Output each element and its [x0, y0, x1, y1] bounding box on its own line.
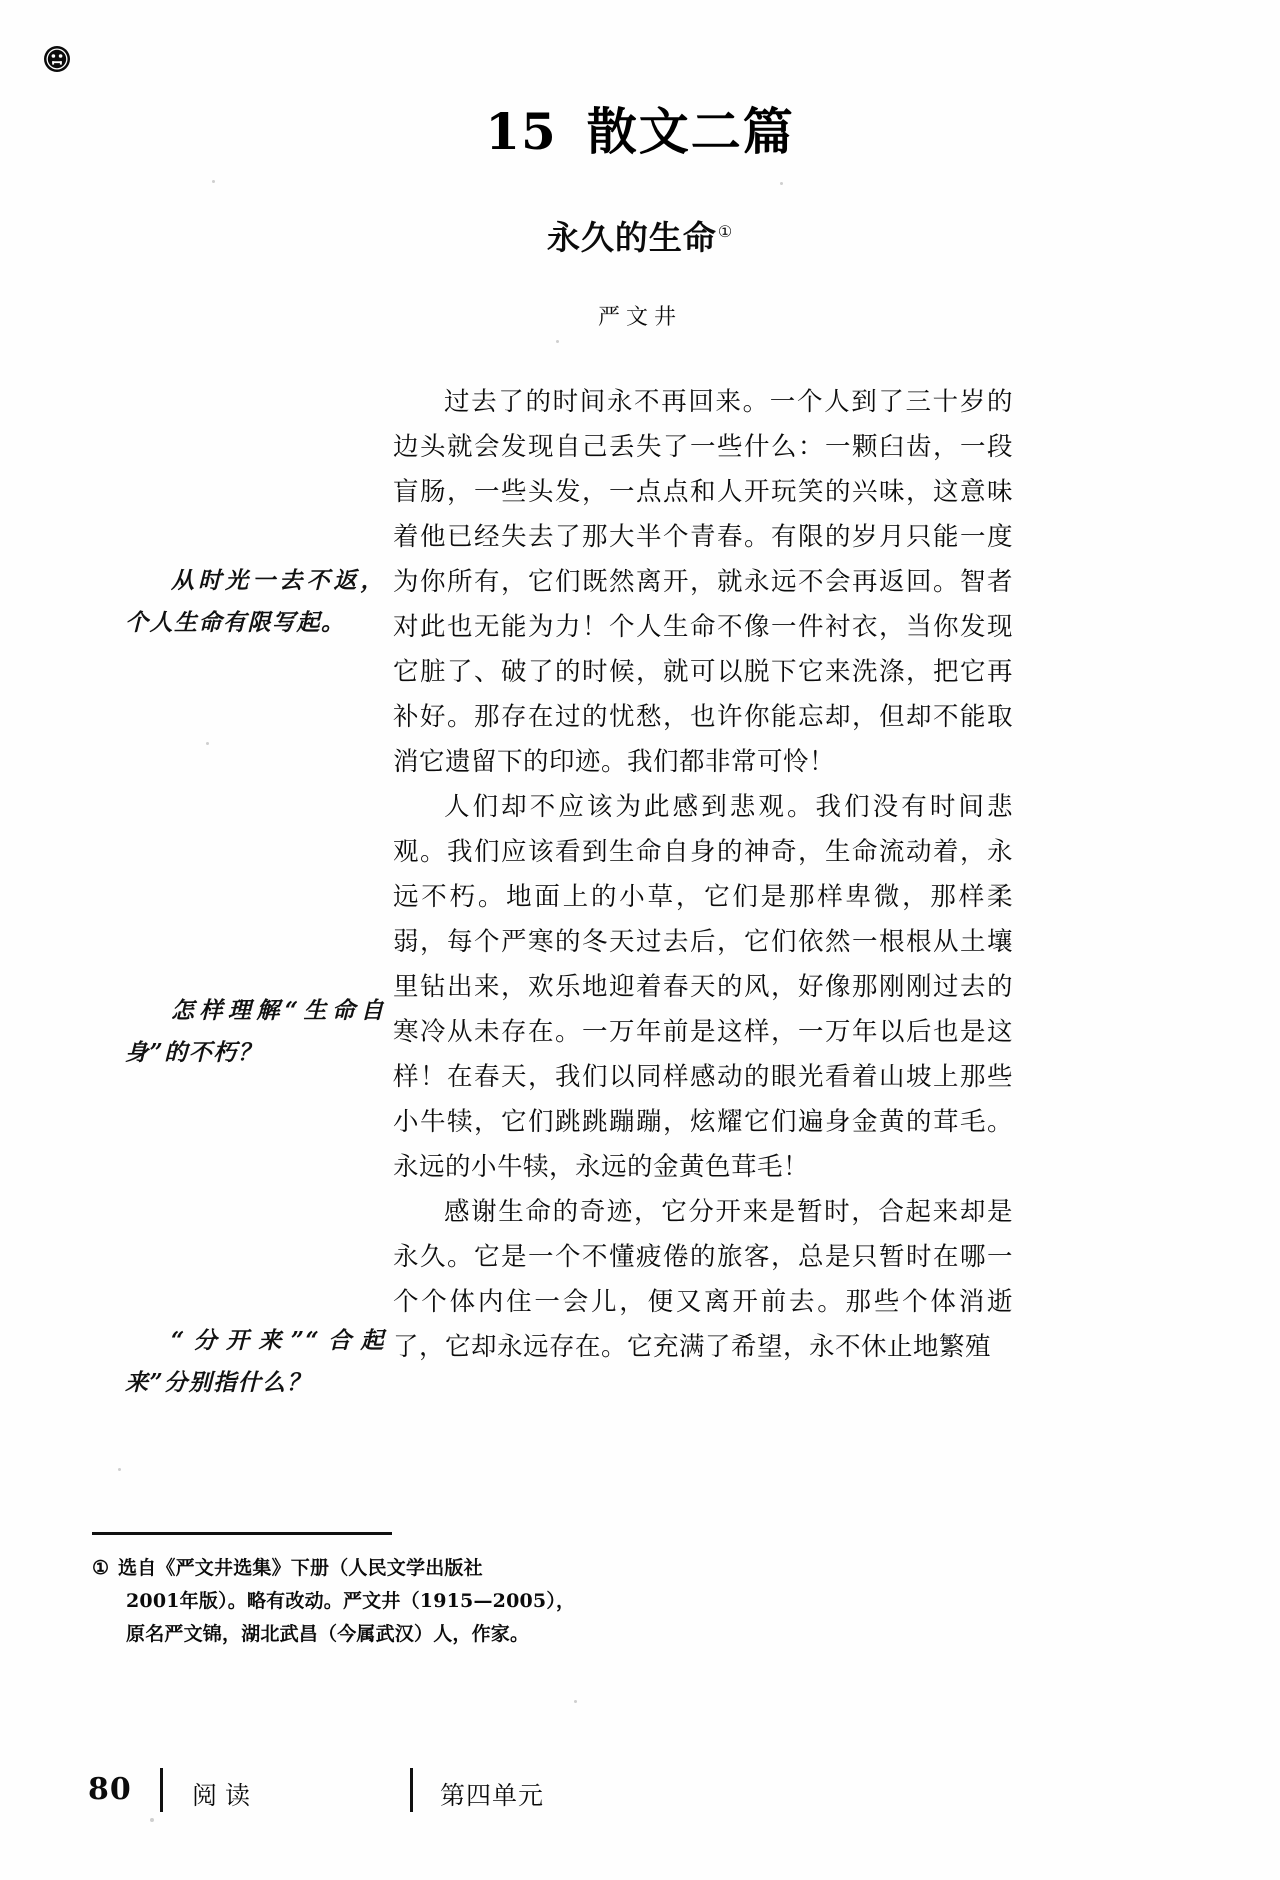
article-title [0, 212, 1280, 259]
footnote-divider [92, 1532, 392, 1535]
footnote-reference-marker: ① [717, 222, 734, 241]
lesson-title: 散文二篇 [586, 102, 795, 161]
lesson-number: 15 [485, 102, 557, 161]
scan-speck [206, 742, 209, 745]
smiley-face-icon [42, 44, 72, 74]
article-title-text: 永久的生命 [546, 218, 717, 257]
footnote-line: 2001年版）。略有改动。严文井（1915—2005）， [126, 1590, 576, 1612]
scan-speck [118, 1468, 121, 1471]
margin-note: “分开来”“合起来”分别指什么？ [125, 1327, 385, 1396]
scan-speck [780, 182, 783, 185]
footnote-marker: ① [92, 1557, 110, 1579]
page-number: 80 [88, 1772, 132, 1807]
footer-divider [410, 1768, 413, 1812]
footnote-line [92, 1552, 652, 1585]
page-footer [88, 1768, 688, 1818]
margin-note: 从时光一去不返，个人生命有限写起。 [125, 567, 385, 636]
footnote-text: 选自《严文井选集》下册（人民文学出版社 [118, 1557, 483, 1579]
scan-speck [556, 340, 559, 343]
footnote-block [92, 1552, 652, 1651]
footer-unit-label: 第四单元 [440, 1781, 545, 1810]
article-author: 严文井 [597, 305, 682, 330]
scan-speck [212, 180, 215, 183]
body-paragraph: 人们却不应该为此感到悲观。我们没有时间悲观。我们应该看到生命自身的神奇，生命流动着，永远不朽。地面上的小草，它们是那样卑微，那样柔弱，每个严寒的冬天过去后，它们依然一根根从土壤里钻出来，欢乐地迎着春天的风，好像那刚刚过去的寒冷从未存在。一万年前是这样，一万年以后也是这样！在春天，我们以同样感动的眼光看着山坡上那些小牛犊，它们跳跳蹦蹦，炫耀它们遍身金黄的茸毛。永远的小牛犊，永远的金黄色茸毛！ [393, 792, 1013, 1182]
footer-divider [160, 1768, 163, 1812]
margin-note: 怎样理解“生命自身”的不朽？ [125, 997, 385, 1066]
scan-speck [574, 1700, 577, 1703]
body-text-column [393, 380, 1013, 1370]
lesson-heading [0, 92, 1280, 164]
body-paragraph: 过去了的时间永不再回来。一个人到了三十岁的边头就会发现自己丢失了一些什么：一颗臼齿，一段盲肠，一些头发，一点点和人开玩笑的兴味，这意味着他已经失去了那大半个青春。有限的岁月只能一度为你所有，它们既然离开，就永远不会再返回。智者对此也无能为力！个人生命不像一件衬衣，当你发现它脏了、破了的时候，就可以脱下它来洗涤，把它再补好。那存在过的忧愁，也许你能忘却，但却不能取消它遗留下的印迹。我们都非常可怜！ [393, 387, 1013, 777]
body-paragraph: 感谢生命的奇迹，它分开来是暂时，合起来却是永久。它是一个不懂疲倦的旅客，总是只暂时在哪一个个体内住一会儿，便又离开前去。那些个体消逝了，它却永远存在。它充满了希望，永不休止地繁殖 [393, 1197, 1013, 1362]
footer-section-label: 阅读 [192, 1781, 259, 1810]
scan-speck [150, 1818, 154, 1822]
footnote-line: 原名严文锦，湖北武昌（今属武汉）人，作家。 [126, 1623, 530, 1645]
